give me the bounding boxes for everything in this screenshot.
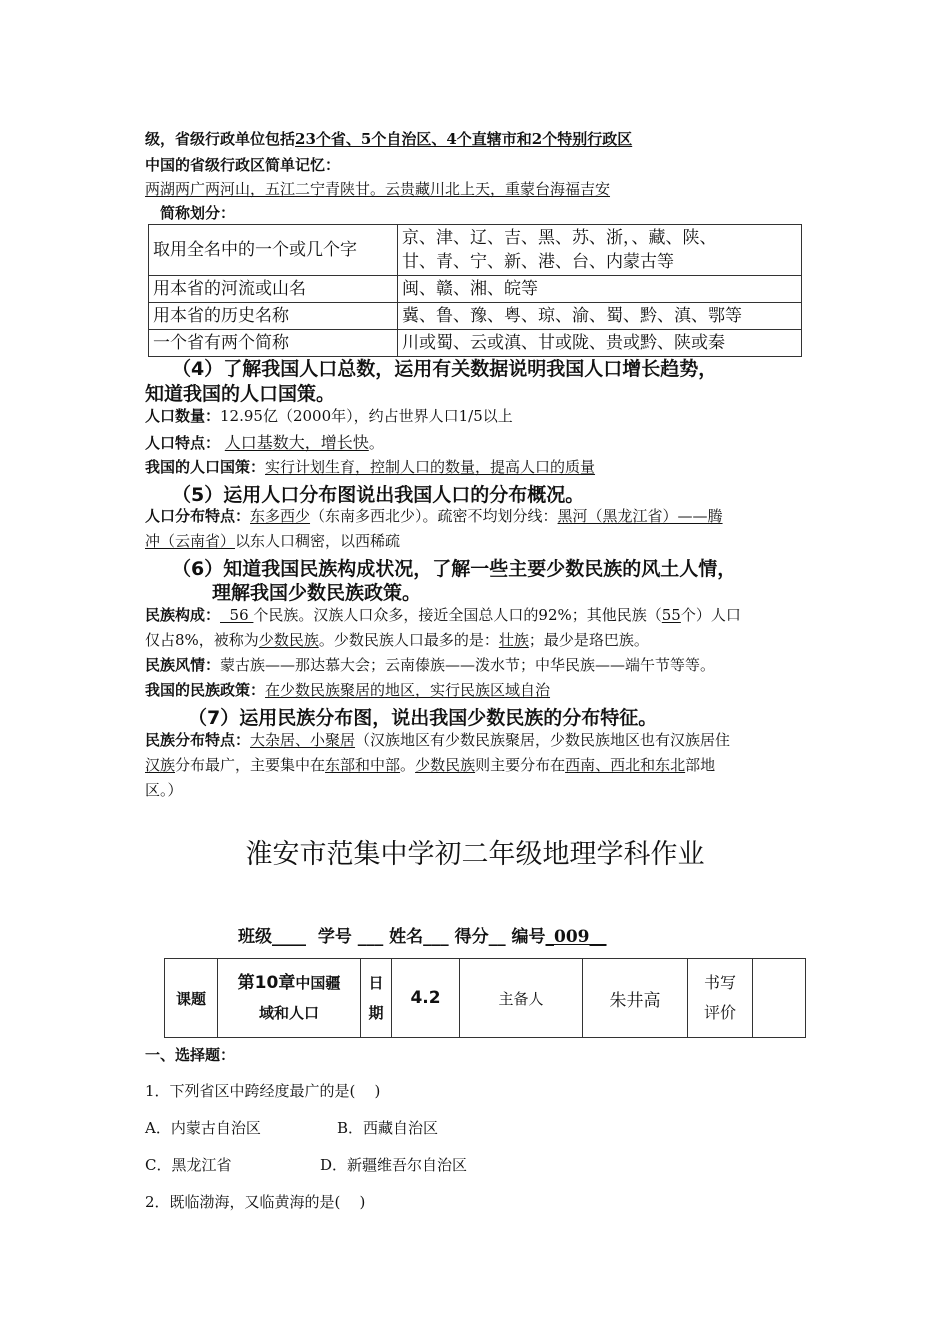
population-line: 人口数量：12.95亿（2000年），约占世界人口1/5以上 [145, 407, 513, 425]
distribution-line: 人口分布特点：东多西少（东南多西北少）。疏密不均划分线：黑河（黑龙江省）——腾 [145, 507, 723, 525]
homework-title: 淮安市范集中学初二年级地理学科作业 [245, 839, 705, 870]
table-row [149, 330, 802, 357]
ethnic-distribution-line-cont: 汉族分布最广，主要集中在东部和中部。少数民族则主要分布在西南、西北和东北部地 [145, 756, 716, 774]
table-cell: 川或蜀、云或滇、甘或陇、贵或黔、陕或秦 [398, 330, 802, 357]
ethnic-composition-line-cont: 仅占8%，被称为少数民族。少数民族人口最多的是：壮族；最少是珞巴族。 [145, 631, 649, 649]
table-cell: 闽、赣、湘、皖等 [398, 276, 802, 303]
ethnic-policy-line: 我国的民族政策：在少数民族聚居的地区，实行民族区域自治 [145, 681, 551, 699]
distribution-line-cont: 冲（云南省）以东人口稠密，以西稀疏 [145, 532, 401, 550]
abbreviation-table [148, 224, 802, 357]
table-cell: 书写 评价 [688, 959, 753, 1038]
table-cell: 第10章中国疆 域和人口 [218, 959, 361, 1038]
table-cell: 课题 [165, 959, 218, 1038]
ethnic-distribution-line-end: 区。） [145, 781, 183, 799]
sec6-heading-cont: 理解我国少数民族政策。 [212, 582, 422, 604]
table-cell: 4.2 [392, 959, 460, 1038]
table-row [149, 225, 802, 276]
population-feature-line: 人口特点： 人口基数大，增长快。 [145, 433, 384, 452]
sec4-heading: （4）了解我国人口总数，运用有关数据说明我国人口增长趋势， [172, 358, 718, 380]
ethnic-customs-line: 民族风情：蒙古族——那达慕大会；云南傣族——泼水节；中华民族——端午节等等。 [145, 656, 716, 674]
question-2: 2．既临渤海，又临黄海的是( ) [145, 1193, 366, 1211]
ethnic-distribution-line: 民族分布特点：大杂居、小聚居（汉族地区有少数民族聚居，少数民族地区也有汉族居住 [145, 731, 731, 749]
abbr-title: 简称划分： [160, 204, 236, 222]
question-1: 1．下列省区中跨经度最广的是( ) [145, 1082, 381, 1100]
table-cell: 主备人 [460, 959, 583, 1038]
table-cell: 用本省的历史名称 [149, 303, 398, 330]
section-title: 一、选择题： [145, 1046, 236, 1064]
student-info-line: 班级____ 学号 ___ 姓名___ 得分__ 编号_009__ [238, 927, 607, 947]
population-policy-line: 我国的人口国策：实行计划生育，控制人口的数量，提高人口的质量 [145, 458, 596, 476]
sec6-heading: （6）知道我国民族构成状况，了解一些主要少数民族的风土人情， [172, 558, 737, 580]
table-cell [753, 959, 806, 1038]
table-cell: 用本省的河流或山名 [149, 276, 398, 303]
option-d: D．新疆维吾尔自治区 [320, 1156, 468, 1174]
table-cell: 日 期 [361, 959, 392, 1038]
memory-title: 中国的省级行政区简单记忆： [145, 156, 341, 174]
ethnic-composition-line: 民族构成： 56 个民族。汉族人口众多，接近全国总人口的92%；其他民族（55个）人口 [145, 606, 741, 624]
table-cell: 朱井高 [583, 959, 688, 1038]
sec5-heading: （5）运用人口分布图说出我国人口的分布概况。 [172, 484, 585, 506]
option-a: A．内蒙古自治区 [145, 1119, 261, 1137]
table-cell: 一个省有两个简称 [149, 330, 398, 357]
table-cell: 取用全名中的一个或几个字 [149, 225, 398, 276]
sec4-heading-cont: 知道我国的人口国策。 [145, 383, 336, 405]
option-c: C．黑龙江省 [145, 1156, 232, 1174]
table-cell: 冀、鲁、豫、粤、琼、渝、蜀、黔、滇、鄂等 [398, 303, 802, 330]
table-row [165, 959, 806, 1038]
table-cell: 京、津、辽、吉、黑、苏、浙，、藏、陕、 甘、青、宁、新、港、台、内蒙古等 [398, 225, 802, 276]
homework-header-table [164, 958, 806, 1038]
memory-text: 两湖两广两河山，五江二宁青陕甘。云贵藏川北上天，重蒙台海福吉安 [145, 180, 611, 198]
intro-line: 级，省级行政单位包括23个省、5个自治区、4个直辖市和2个特别行政区 [145, 130, 633, 148]
option-b: B．西藏自治区 [337, 1119, 439, 1137]
table-row [149, 303, 802, 330]
sec7-heading: （7）运用民族分布图，说出我国少数民族的分布特征。 [188, 707, 658, 729]
table-row [149, 276, 802, 303]
